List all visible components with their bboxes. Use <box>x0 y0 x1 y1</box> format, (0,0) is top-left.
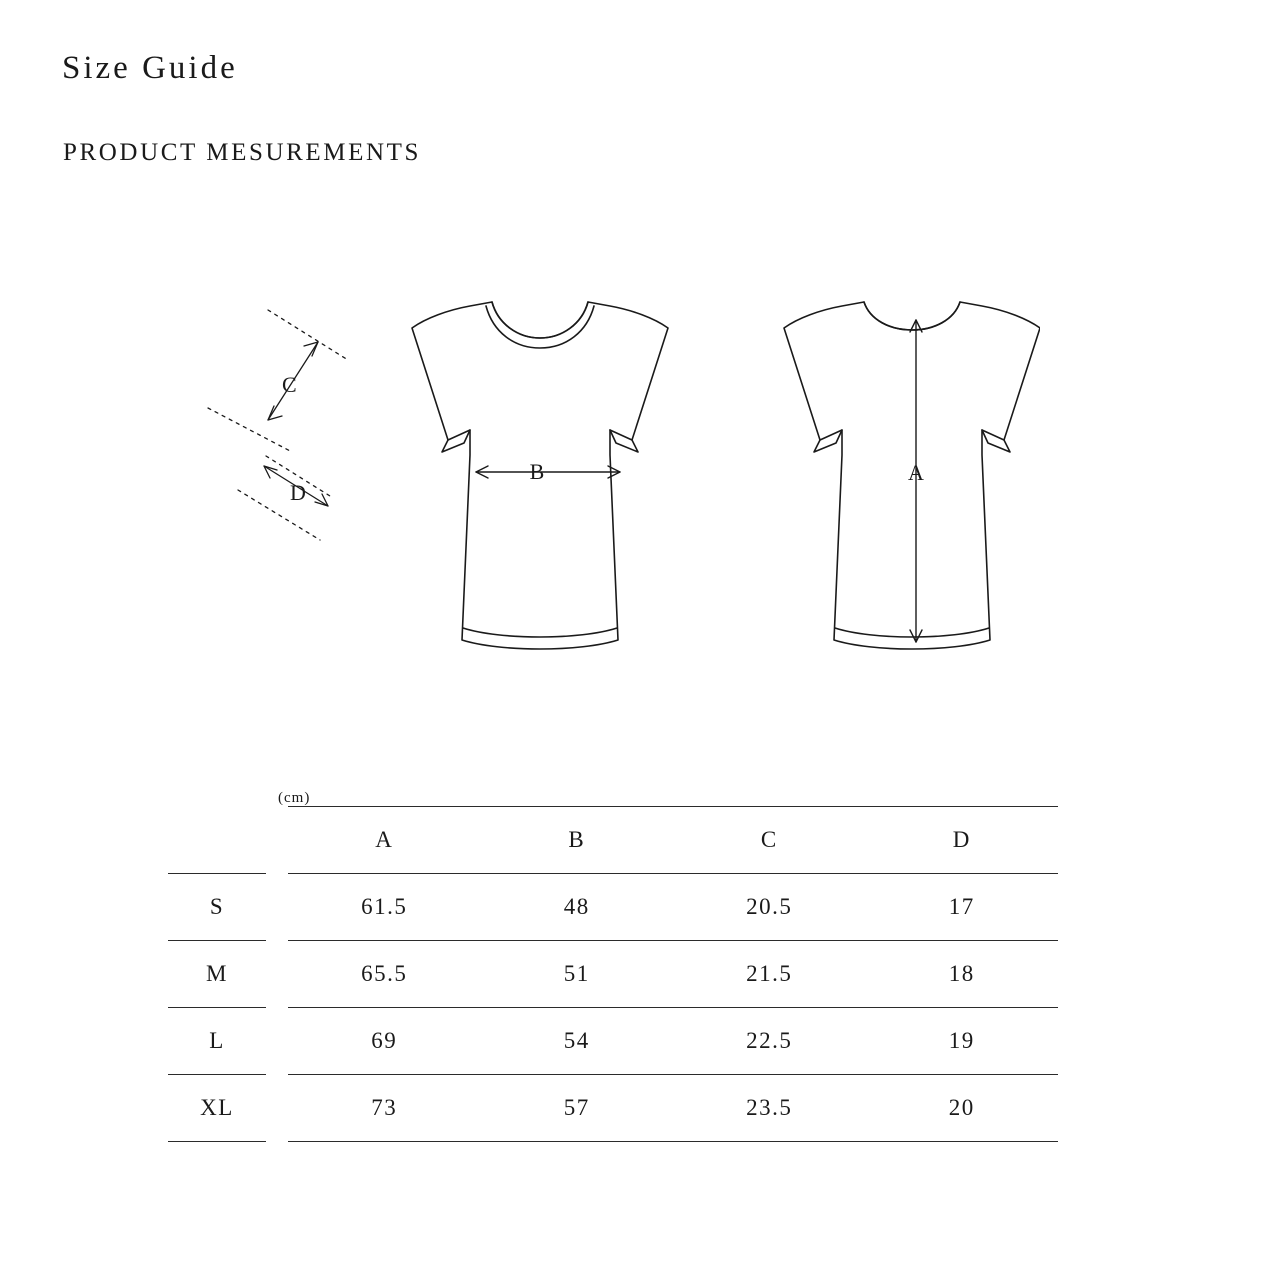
cell-a: 61.5 <box>288 874 481 941</box>
diagram-label-d: D <box>290 480 306 505</box>
diagram-label-c: C <box>282 372 297 397</box>
page-title: Size Guide <box>62 50 238 86</box>
column-header-b: B <box>481 807 674 874</box>
column-header-c: C <box>673 807 866 874</box>
table-row <box>168 874 1058 941</box>
cell-b: 54 <box>481 1008 674 1075</box>
measurement-diagram <box>180 280 1040 700</box>
cell-c: 22.5 <box>673 1008 866 1075</box>
column-header-a: A <box>288 807 481 874</box>
cell-d: 20 <box>866 1075 1059 1142</box>
header-gap <box>266 807 288 874</box>
diagram-label-b: B <box>529 459 545 484</box>
cell-d: 17 <box>866 874 1059 941</box>
row-size-label: L <box>168 1008 266 1075</box>
column-header-d: D <box>866 807 1059 874</box>
measure-line-b <box>476 466 620 478</box>
page-subtitle: PRODUCT MESUREMENTS <box>63 139 422 166</box>
cell-b: 57 <box>481 1075 674 1142</box>
header-corner-blank <box>168 807 266 874</box>
table-row <box>168 1008 1058 1075</box>
row-size-label: XL <box>168 1075 266 1142</box>
row-size-label: M <box>168 941 266 1008</box>
cell-a: 65.5 <box>288 941 481 1008</box>
row-gap <box>266 1075 288 1142</box>
cell-c: 23.5 <box>673 1075 866 1142</box>
measure-line-c <box>208 310 348 452</box>
cell-b: 51 <box>481 941 674 1008</box>
cell-d: 18 <box>866 941 1059 1008</box>
cell-c: 20.5 <box>673 874 866 941</box>
measure-line-d <box>238 456 330 540</box>
cell-b: 48 <box>481 874 674 941</box>
table-row <box>168 1075 1058 1142</box>
unit-label: (cm) <box>278 790 311 806</box>
row-size-label: S <box>168 874 266 941</box>
cell-a: 73 <box>288 1075 481 1142</box>
cell-c: 21.5 <box>673 941 866 1008</box>
table-header-row <box>168 807 1058 874</box>
measurements-table-wrapper <box>168 780 1058 1142</box>
table-row <box>168 941 1058 1008</box>
cell-a: 69 <box>288 1008 481 1075</box>
row-gap <box>266 1008 288 1075</box>
row-gap <box>266 941 288 1008</box>
row-gap <box>266 874 288 941</box>
tshirt-diagram-svg <box>180 280 1040 700</box>
diagram-label-a: A <box>908 460 924 485</box>
measurements-table <box>168 806 1058 1142</box>
cell-d: 19 <box>866 1008 1059 1075</box>
